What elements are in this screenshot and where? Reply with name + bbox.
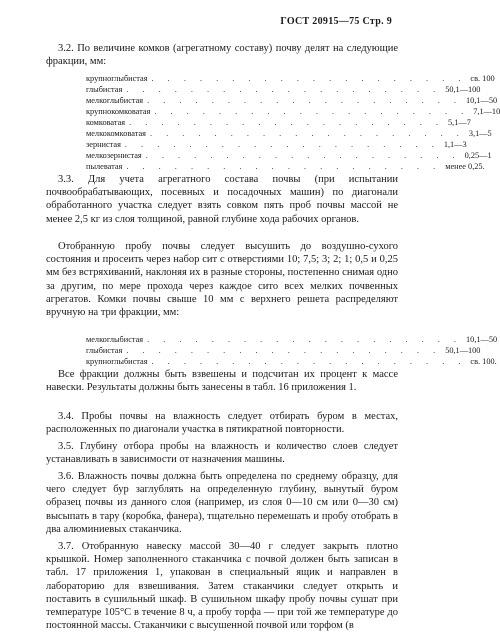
fraction-row [86,150,492,161]
page-header: ГОСТ 20915—75 Стр. 9 [280,16,392,27]
leader-dots: . . . . . . . . . . . . . . . . . . . . [151,74,467,83]
fraction-name: комковатая [86,118,126,127]
fraction-row [86,161,485,172]
section-3-6 [46,470,398,536]
fraction-name: мелкокомковатая [86,129,146,138]
paragraph-3-5: 3.5. Глубину отбора пробы на влажность и количество слоев следует устанавливать в зависимости от назначения машины. [46,441,398,466]
section-3-4 [46,410,398,436]
fraction-value: 10,1—50 [466,96,498,105]
fraction-name: глыбистая [86,346,123,355]
fraction-name: крупноглыбистая [86,357,148,366]
fraction-row [86,334,498,345]
leader-dots: . . . . . . . . . . . . . . . . . . . . [124,140,440,149]
section-3-2 [46,42,398,68]
fraction-name: глыбистая [86,85,123,94]
fraction-row [86,106,500,117]
leader-dots: . . . . . . . . . . . . . . . . . . . . [129,118,445,127]
paragraph-results: Все фракции должны быть взвешены и подсчитан их процент к массе навески. Результаты должны быть занесены в табл. 16 приложения 1. [46,369,398,394]
fraction-value: 7,1—10 [473,107,500,116]
fraction-row [86,128,492,139]
leader-dots: . . . . . . . . . . . . . . . . . . . . [126,85,442,94]
section-3-7 [46,540,398,632]
paragraph-3-4: 3.4. Пробы почвы на влажность следует отбирать буром в местах, расположенных по диагонали участка в пятикратной повторности. [46,411,398,436]
fraction-value: менее 0,25. [445,162,485,171]
section-3-3 [46,173,398,226]
fraction-row [86,139,467,150]
fraction-list-1 [46,73,500,172]
fraction-value: 10,1—50 [466,335,498,344]
fraction-row [86,345,481,356]
fraction-value: 5,1—7 [448,118,471,127]
fraction-value: 0,25—1 [464,151,492,160]
fraction-name: крупноглыбистая [86,74,148,83]
leader-dots: . . . . . . . . . . . . . . . . . . . . [151,357,467,366]
fraction-value: 50,1—100 [445,346,481,355]
fraction-value: 50,1—100 [445,85,481,94]
fraction-value: св. 100. [470,357,497,366]
paragraph-sieving: Отобранную пробу почвы следует высушить до воздушно-сухого состояния и просеить через набор сит с отверстиями 10; 7,5; 3; 2; 1; 0,5 и 0,25 мм без встряхиваний, наклоняя их в разные стороны, постепенно снимая одно за другим, по мере прохода через каждое сито всех мелких почвенных агрегатов. Комки почвы свыше 10 мм с верхнего решета распределяют вручную на три фракции, мм: [46,241,398,319]
paragraph-3-3: 3.3. Для учета агрегатного состава почвы (при испытании почвообрабатывающих, посевных и посадочных машин) по диагонали обработанного участка следует взять совком пять проб почвы массой не менее 2,5 кг из слоя толщиной, равной глубине хода рабочих органов. [46,174,398,225]
fraction-value: св. 100 [470,74,495,83]
section-results [46,368,398,394]
leader-dots: . . . . . . . . . . . . . . . . . . . . [126,162,442,171]
leader-dots: . . . . . . . . . . . . . . . . . . . . [145,151,461,160]
fraction-value: 1,1—3 [443,140,467,149]
leader-dots: . . . . . . . . . . . . . . . . . . . . [154,107,470,116]
leader-dots: . . . . . . . . . . . . . . . . . . . . [126,346,442,355]
fraction-name: пылеватая [86,162,123,171]
sieving-text [46,240,398,319]
leader-dots: . . . . . . . . . . . . . . . . . . . . [149,129,465,138]
paragraph-3-6: 3.6. Влажность почвы должна быть определена по среднему образцу, для чего следует бур заглублять на определенную глубину, вынутый буром образец почвы из данного слоя (например, из слоя 0—10 см или 0—30 см) высыпать в тару (коробка, фанера), тщательно перемешать и пробу отобрать в два алюминиевых стаканчика. [46,471,398,535]
fraction-row [86,356,497,367]
fraction-row [86,117,471,128]
paragraph-3-2: 3.2. По величине комков (агрегатному составу) почву делят на следующие фракции, мм: [46,43,398,68]
fraction-row [86,84,481,95]
fraction-name: мелкозернистая [86,151,142,160]
fraction-name: крупнокомковатая [86,107,151,116]
fraction-row [86,95,498,106]
fraction-value: 3,1—5 [468,129,492,138]
fraction-name: мелкоглыбистая [86,335,144,344]
fraction-list-2 [46,334,498,367]
leader-dots: . . . . . . . . . . . . . . . . . . . . [147,335,463,344]
section-3-5 [46,440,398,466]
leader-dots: . . . . . . . . . . . . . . . . . . . . [147,96,463,105]
fraction-row [86,73,495,84]
paragraph-3-7: 3.7. Отобранную навеску массой 30—40 г следует закрыть плотно крышкой. Номер заполненного стаканчика с почвой должен быть записан в табл. 17 приложения 1, упакован в специальный ящик и направлен в лабораторию для взвешивания. Затем стаканчики следует открыть и поставить в сушильный шкаф. В сушильном шкафу пробу почвы сушат при температуре 105°С в течение 8 ч, а пробу торфа — при той же температуре до постоянной массы. Стаканчики с высушенной почвой или торфом (в [46,541,398,632]
fraction-name: зернистая [86,140,121,149]
fraction-name: мелкоглыбистая [86,96,144,105]
